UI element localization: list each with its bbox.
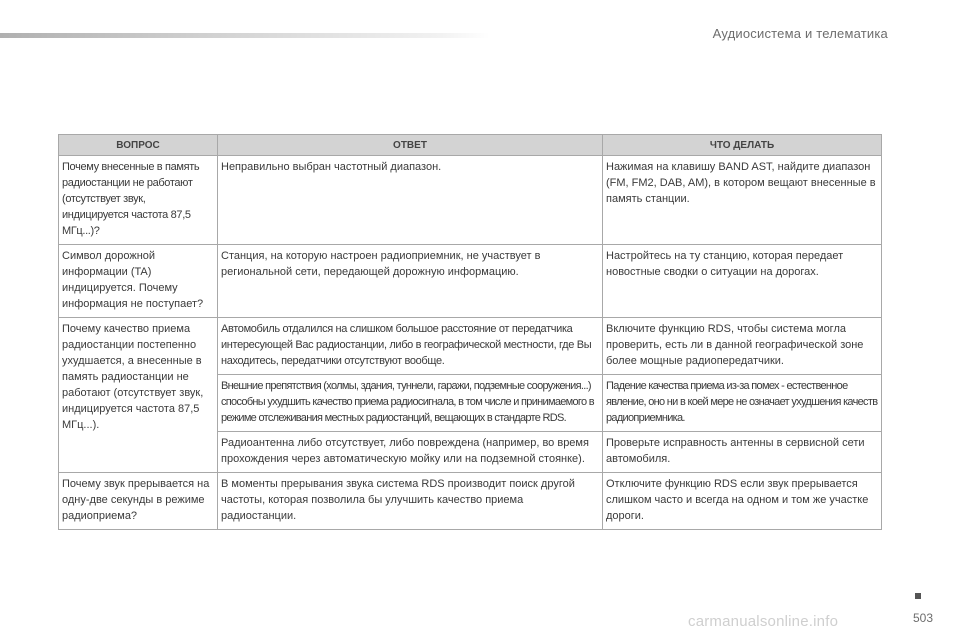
watermark: carmanualsonline.info: [688, 613, 839, 630]
answer-cell: Станция, на которую настроен радиоприемник, не участвует в региональной сети, передающей дорожную информацию.: [218, 245, 603, 318]
table-row: [59, 245, 882, 318]
question-cell: Почему внесенные в память радиостанции не работают (отсутствует звук, индицируется частота 87,5 МГц...)?: [59, 156, 218, 245]
table-row: [59, 473, 882, 530]
column-header-answer: ОТВЕТ: [218, 135, 603, 156]
column-header-question: ВОПРОС: [59, 135, 218, 156]
section-title: Аудиосистема и телематика: [712, 26, 888, 41]
answer-cell: В моменты прерывания звука система RDS производит поиск другой частоты, которая позволила бы улучшить качество приема радиостанции.: [218, 473, 603, 530]
table-row: [59, 156, 882, 245]
question-cell: Почему качество приема радиостанции постепенно ухудшается, а внесенные в память радиостанции не работают (отсутствует звук, индицируется частота 87,5 МГц...).: [59, 318, 218, 473]
header-gradient-bar: [0, 33, 490, 38]
solution-cell: Настройтесь на ту станцию, которая передает новостные сводки о ситуации на дорогах.: [603, 245, 882, 318]
solution-cell: Нажимая на клавишу BAND AST, найдите диапазон (FM, FM2, DAB, AM), в котором вещают внесенные в память станции.: [603, 156, 882, 245]
column-header-solution: ЧТО ДЕЛАТЬ: [603, 135, 882, 156]
table-row: [59, 318, 882, 375]
answer-cell: Автомобиль отдалился на слишком большое расстояние от передатчика интересующей Вас радиостанции, либо в географической местности, где Вы находитесь, передатчики отсутствуют вообще.: [218, 318, 603, 375]
solution-cell: Включите функцию RDS, чтобы система могла проверить, есть ли в данной географической зоне более мощные радиопередатчики.: [603, 318, 882, 375]
solution-cell: Отключите функцию RDS если звук прерывается слишком часто и всегда на одном и том же участке дороги.: [603, 473, 882, 530]
question-cell: Почему звук прерывается на одну-две секунды в режиме радиоприема?: [59, 473, 218, 530]
page-marker: [915, 593, 921, 599]
solution-cell: Падение качества приема из-за помех - естественное явление, оно ни в коей мере не означает ухудшения качеств радиоприемника.: [603, 375, 882, 432]
solution-cell: Проверьте исправность антенны в сервисной сети автомобиля.: [603, 432, 882, 473]
table-header-row: [59, 135, 882, 156]
troubleshooting-table: [58, 134, 882, 530]
page-number: 503: [913, 611, 934, 625]
question-cell: Символ дорожной информации (TA) индицируется. Почему информация не поступает?: [59, 245, 218, 318]
answer-cell: Радиоантенна либо отсутствует, либо повреждена (например, во время прохождения через автоматическую мойку или на подземной стоянке).: [218, 432, 603, 473]
answer-cell: Неправильно выбран частотный диапазон.: [218, 156, 603, 245]
answer-cell: Внешние препятствия (холмы, здания, туннели, гаражи, подземные сооружения...) способны ухудшить качество приема радиосигнала, в том числе и принимаемого в режиме отслеживания местных радиостанций, вещающих в стандарте RDS.: [218, 375, 603, 432]
